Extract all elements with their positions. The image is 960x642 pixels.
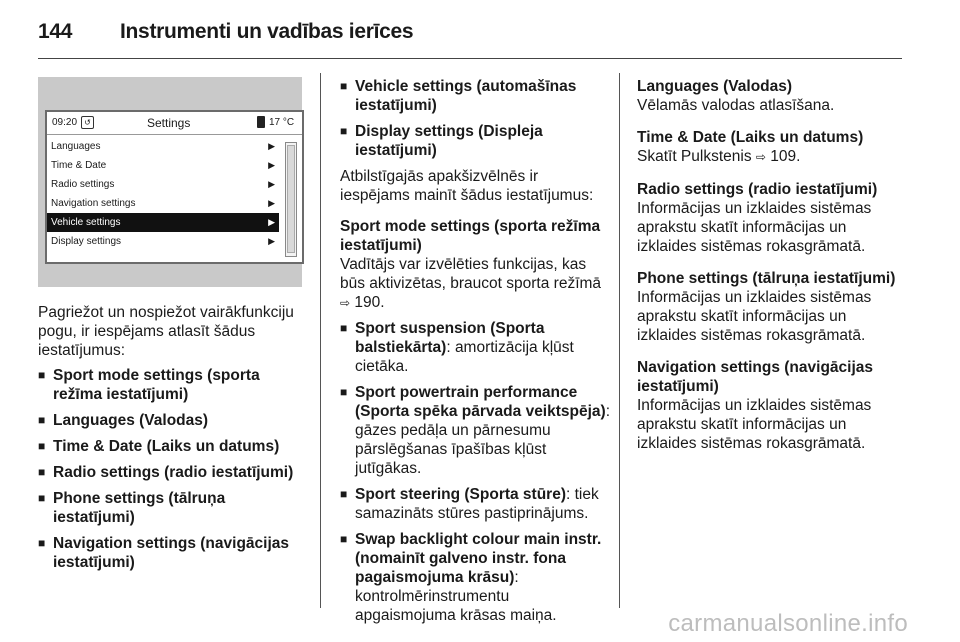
list-item: ■ Navigation settings (navigācijas iestatījumi) [38,535,290,571]
list-item: ■ Sport suspension (Sporta balstiekārta): amortizācija kļūst cietāka. [340,320,574,375]
section-title: Radio settings (radio iestatījumi) [637,181,878,198]
chevron-right-icon: ▶ [268,236,275,246]
menu-item-label: Time & Date [51,160,107,171]
menu-item-radio-settings[interactable] [47,175,279,194]
return-icon: ↺ [81,116,94,129]
section-body: Informācijas un izklaides sistēmas aprakstu skatīt informācijas un izklaides sistēmas rokasgrāmatā. [637,397,872,452]
settings-screen [45,110,304,264]
radio-settings-section [637,180,899,256]
page-title: Instrumenti un vadības ierīces [120,20,414,43]
screen-scrollbar[interactable] [285,142,297,257]
section-body: Vadītājs var izvēlēties funkcijas, kas būs aktivizētas, braucot sporta režīmā ⇨ 190. [340,256,602,311]
menu-item-label: Display settings [51,236,122,247]
section-body: Vēlamās valodas atlasīšana. [637,97,835,114]
header-rule [38,58,902,59]
menu-item-label: Radio settings [51,179,115,190]
section-title: Sport mode settings (sporta režīma iestatījumi) [340,218,601,254]
screen-time: 09:20 [52,117,78,128]
column-divider [619,73,620,608]
sport-mode-section [340,217,610,313]
list-item: ■ Time & Date (Laiks un datums) [38,438,280,455]
chevron-right-icon: ▶ [268,160,275,170]
scrollbar-thumb[interactable] [287,145,295,253]
section-body: Skatīt Pulkstenis ⇨ 109. [637,148,801,165]
chevron-right-icon: ▶ [268,198,275,208]
section-title: Time & Date (Laiks un datums) [637,129,864,146]
section-body: Informācijas un izklaides sistēmas aprakstu skatīt informācijas un izklaides sistēmas rokasgrāmatā. [637,200,872,255]
column-2 [340,77,610,632]
list-item: ■ Vehicle settings (automašīnas iestatījumi) [340,78,577,114]
navigation-settings-section [637,358,899,453]
menu-item-time-date[interactable] [47,156,279,175]
languages-section [637,77,899,115]
list-item: ■ Swap backlight colour main instr. (nomainīt galveno instr. fona pagaismojuma krāsu): kontrolmērinstrumentu apgaismojuma krāsas maiņa. [340,531,602,624]
page-number: 144 [38,20,73,43]
page-ref-arrow-icon: ⇨ [755,150,766,164]
submenu-paragraph: Atbilstīgajās apakšizvēlnēs ir iespējams mainīt šādus iestatījumus: [340,168,594,204]
screen-temperature: 17 °C [269,117,295,128]
column-1 [38,303,310,579]
phone-settings-section [637,269,899,345]
list-item: ■ Display settings (Displeja iestatījumi) [340,123,543,159]
list-item: ■ Languages (Valodas) [38,412,209,429]
column-divider [320,73,321,608]
menu-item-label: Languages [51,141,101,152]
list-item: ■ Sport mode settings (sporta režīma iestatījumi) [38,367,260,403]
list-item: ■ Radio settings (radio iestatījumi) [38,464,294,481]
section-body: Informācijas un izklaides sistēmas aprakstu skatīt informācijas un izklaides sistēmas rokasgrāmatā. [637,289,872,344]
page-header [38,20,413,44]
menu-item-languages[interactable] [47,137,279,156]
section-title: Languages (Valodas) [637,78,793,95]
list-item: ■ Sport powertrain performance (Sporta spēka pārvada veiktspēja): gāzes pedāļa un pārnesumu pārslēgšanas īpašības kļūst jutīgākas. [340,384,611,477]
menu-item-vehicle-settings[interactable] [47,213,279,232]
phone-icon [257,116,265,128]
menu-item-label: Vehicle settings [51,217,121,228]
column-3 [637,77,899,466]
list-item: ■ Phone settings (tālruņa iestatījumi) [38,490,226,526]
intro-paragraph: Pagriežot un nospiežot vairākfunkciju pogu, ir iespējams atlasīt šādus iestatījumus: [38,304,294,359]
screen-status-bar [47,112,302,135]
chevron-right-icon: ▶ [268,179,275,189]
time-date-section [637,128,899,167]
menu-item-display-settings[interactable] [47,232,279,251]
screen-title: Settings [147,116,191,130]
menu-item-navigation-settings[interactable] [47,194,279,213]
menu-item-label: Navigation settings [51,198,136,209]
list-item: ■ Sport steering (Sporta stūre): tiek samazināts stūres pastiprinājums. [340,486,599,522]
chevron-right-icon: ▶ [268,217,275,227]
chevron-right-icon: ▶ [268,141,275,151]
section-title: Navigation settings (navigācijas iestatījumi) [637,359,874,395]
watermark: carmanualsonline.info [668,610,908,637]
page-ref-arrow-icon: ⇨ [340,296,351,310]
section-title: Phone settings (tālruņa iestatījumi) [637,270,896,287]
